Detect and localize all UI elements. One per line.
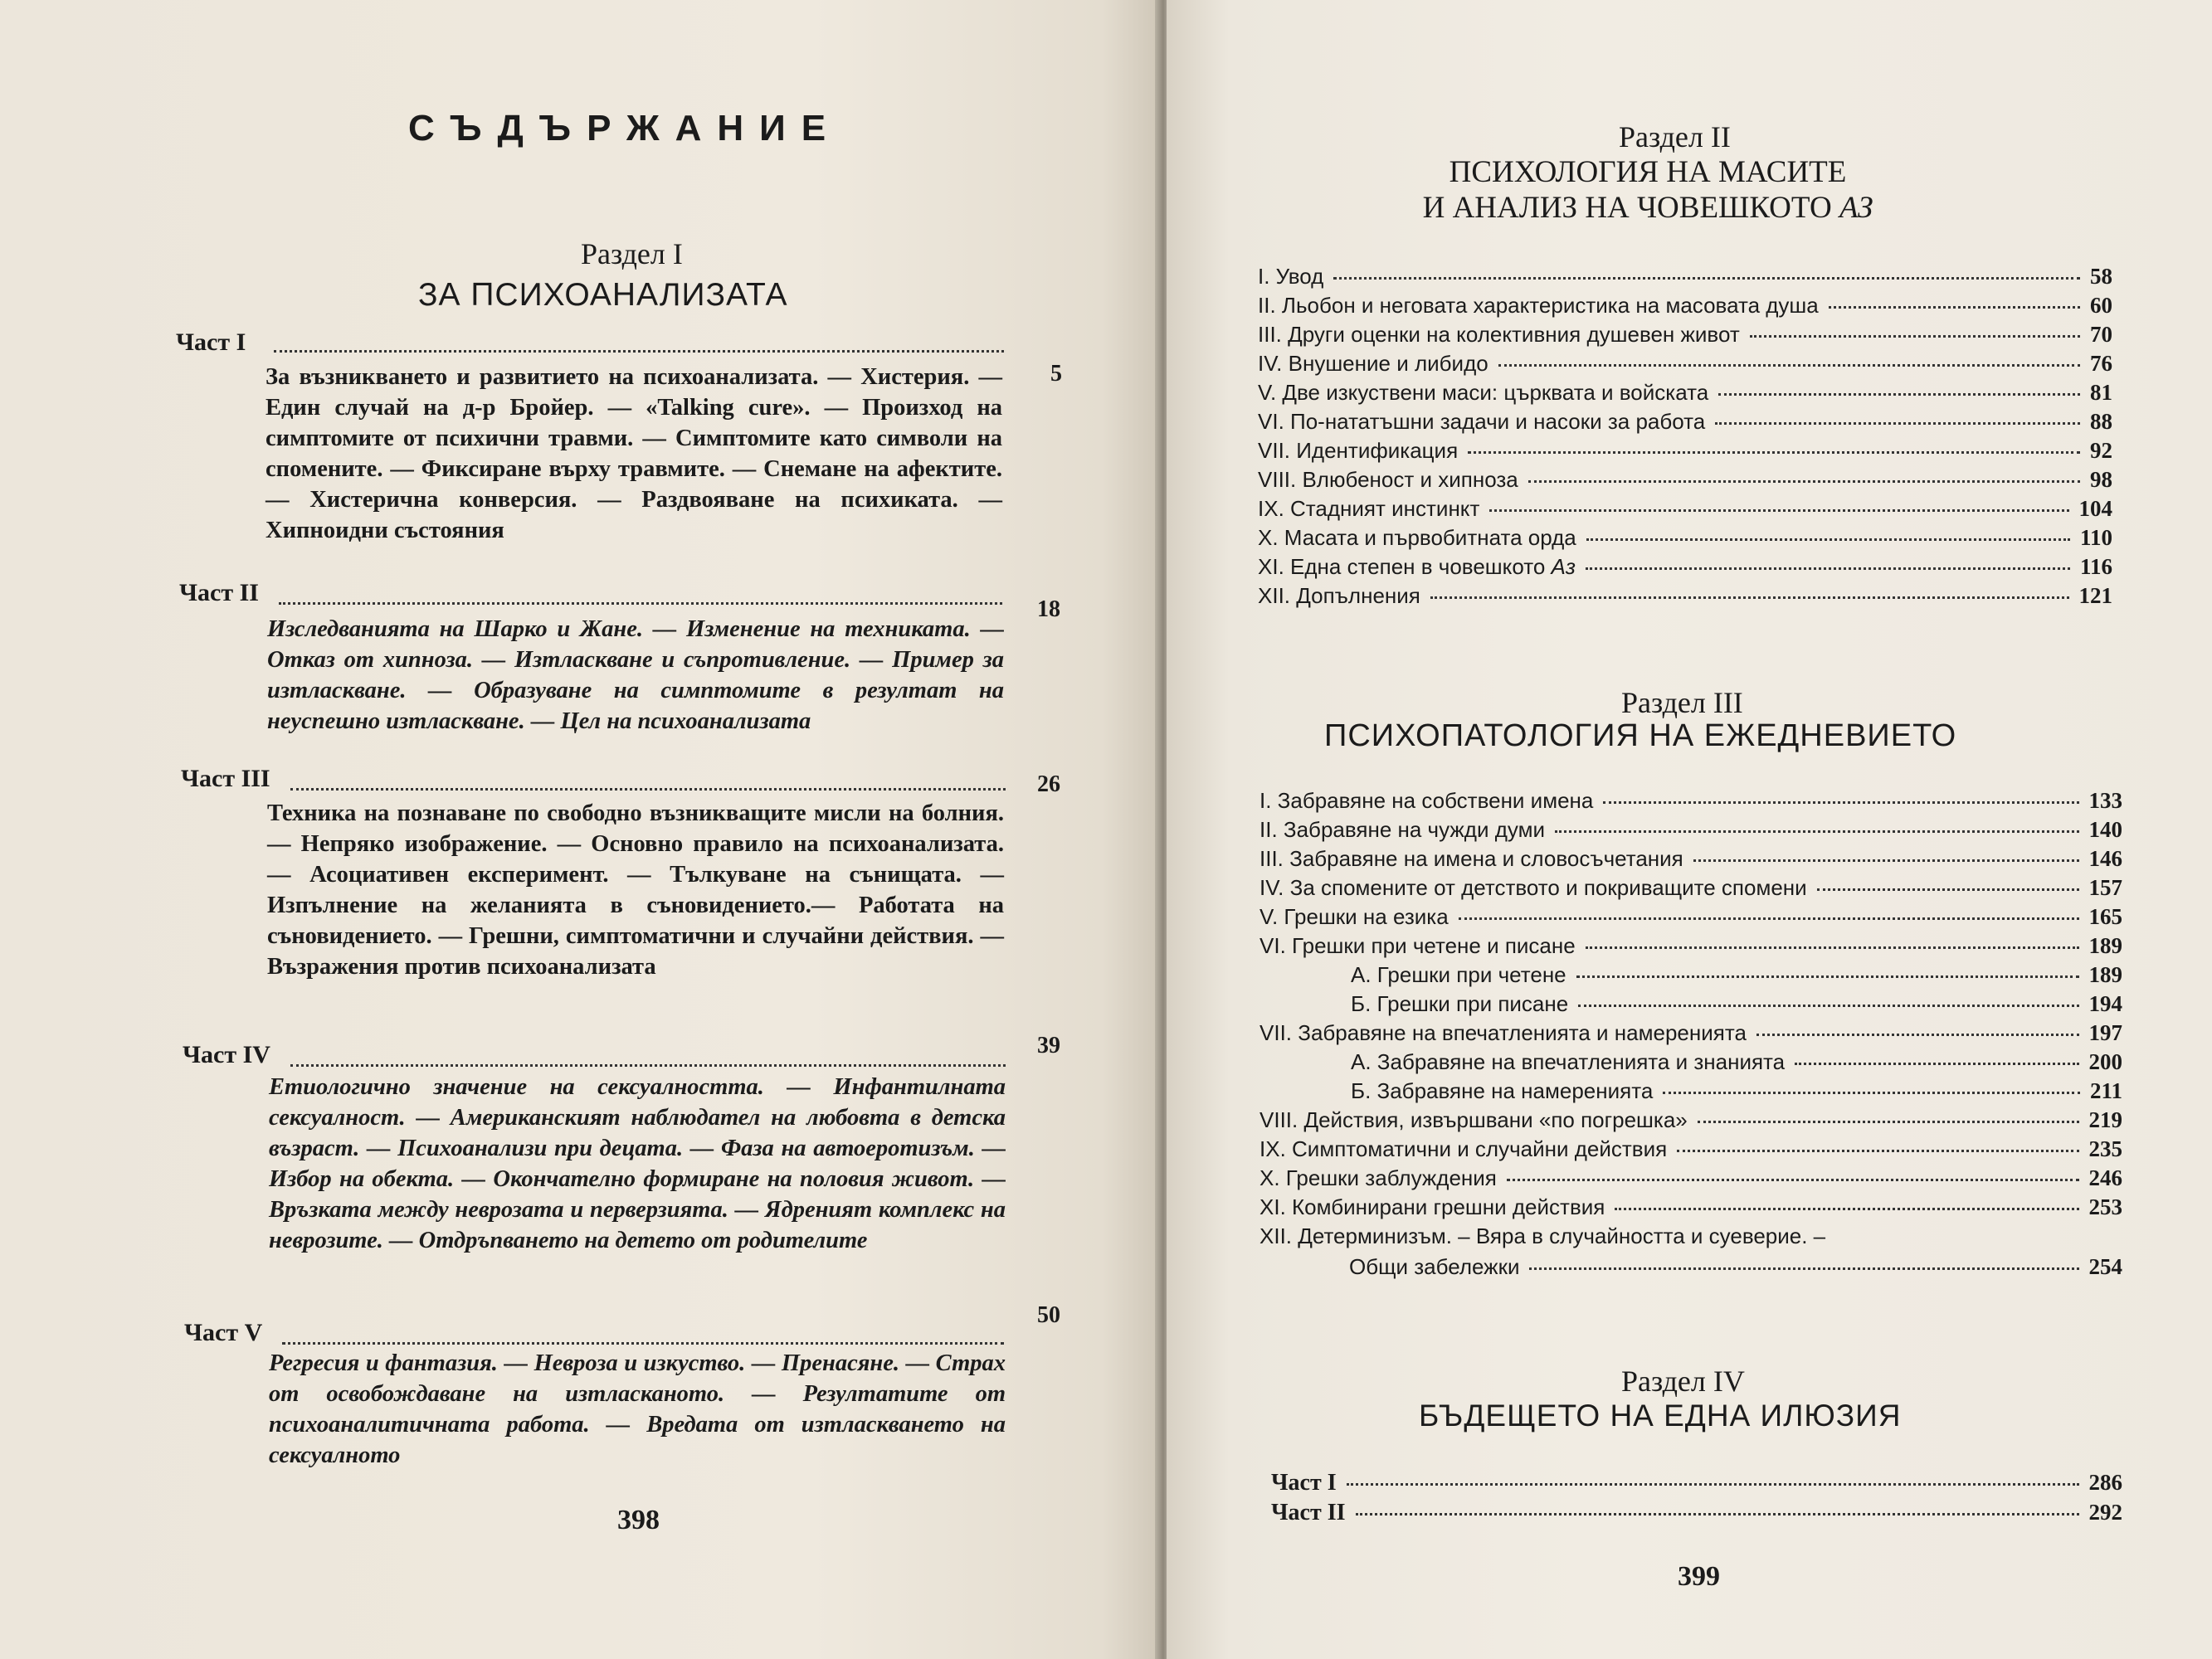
contents-heading: СЪДЪРЖАНИЕ: [408, 108, 842, 148]
toc-entry: IX. Симптоматични и случайни действия 235: [1259, 1136, 2122, 1161]
part-4-label: Част IV: [183, 1041, 270, 1068]
part-4-description: Етиологично значение на сексуалността. — Инфантилната сексуалност. — Американският наблюдател на любовта в детска възраст. — Психоанализи при децата. — Фаза на автоеротизъм. — Избор на обекта. — Окончателно формиране на половия живот. — Връзката между неврозата и перверзията. — Ядреният комплекс на неврозите. — Отдръпването на детето от родителите: [269, 1074, 1006, 1253]
toc-entry: V. Грешки на езика 165: [1259, 904, 2122, 929]
page-number-398: 398: [617, 1505, 660, 1535]
part-5-leader: [282, 1342, 1004, 1345]
section-4-label: Раздел IV: [1621, 1365, 1745, 1398]
toc-entry: X. Масата и първобитната орда 110: [1258, 525, 2112, 550]
part-2-label: Част II: [179, 579, 259, 606]
toc-entry: VII. Забравяне на впечатленията и намеренията 197: [1259, 1020, 2122, 1045]
part-5-description: Регресия и фантазия. — Невроза и изкуство. — Пренасяне. — Страх от освобождаване на изтласканото. — Резултатите от психоаналитичната работа. — Вредата от изтласкването на сексуалното: [269, 1350, 1006, 1468]
toc-entry: Част I 286: [1271, 1470, 2122, 1496]
part-3-page: 26: [1037, 771, 1060, 797]
toc-entry: Б. Забравяне на намеренията 211: [1351, 1078, 2122, 1103]
toc-entry: А. Грешки при четене 189: [1351, 962, 2122, 987]
part-5-page: 50: [1037, 1302, 1060, 1328]
toc-entry: XI. Комбинирани грешни действия 253: [1259, 1194, 2122, 1219]
part-2-leader: [279, 602, 1002, 605]
toc-entry: А. Забравяне на впечатленията и знанията 200: [1351, 1049, 2122, 1074]
toc-entry: XII. Детерминизъм. – Вяра в случайността и суеверие. –: [1259, 1224, 1826, 1248]
toc-entry: III. Забравяне на имена и словосъчетания 146: [1259, 846, 2122, 871]
toc-entry: II. Льобон и неговата характеристика на масовата душа 60: [1258, 293, 2112, 318]
part-3-leader: [290, 788, 1006, 791]
section-2-title-line-1: ПСИХОЛОГИЯ НА МАСИТЕ: [1449, 155, 1847, 189]
toc-entry: VIII. Действия, извършвани «по погрешка» 219: [1259, 1107, 2122, 1132]
toc-entry: II. Забравяне на чужди думи 140: [1259, 817, 2122, 842]
toc-entry: VI. Грешки при четене и писане 189: [1259, 933, 2122, 958]
section-2-title: [1316, 154, 1980, 226]
right-page: [1167, 0, 2212, 1659]
toc-entry: X. Грешки заблуждения 246: [1259, 1165, 2122, 1190]
toc-entry: Част II 292: [1271, 1500, 2122, 1525]
part-1-description: За възникването и развитието на психоанализата. — Хистерия. — Един случай на д-р Бройер. — «Talking cure». — Произход на симптомите от психични травми. — Симптомите като символи на спомените. — Фиксиране върху травмите. — Снемане на афектите. — Хистерична конверсия. — Раздвояване на психиката. — Хипноидни състояния: [266, 364, 1002, 543]
part-3-description: Техника на познаване по свободно възникващите мисли на болния. — Непряко изображение. — Основно правило на психоанализата. — Асоциативен експеримент. — Тълкуване на сънищата. — Изпълнение на желанията в съновидението.— Работата на съновидението. — Грешни, симптоматични и случайни действия. — Възражения против психоанализата: [267, 800, 1004, 980]
toc-entry: Общи забележки 254: [1349, 1254, 2122, 1279]
section-3-title: ПСИХОПАТОЛОГИЯ НА ЕЖЕДНЕВИЕТО: [1324, 718, 1957, 753]
part-5-label: Част V: [184, 1319, 263, 1346]
page-number-399: 399: [1678, 1561, 1720, 1592]
section-1-title: ЗА ПСИХОАНАЛИЗАТА: [418, 277, 788, 313]
toc-entry: V. Две изкуствени маси: църквата и войската 81: [1258, 380, 2112, 405]
section-2-title-az: АЗ: [1839, 191, 1873, 225]
section-2-title-line-2: И АНАЛИЗ НА ЧОВЕШКОТО АЗ: [1422, 191, 1873, 225]
toc-entry: IV. Внушение и либидо 76: [1258, 351, 2112, 376]
part-1-leader: [274, 350, 1004, 353]
part-4-leader: [290, 1064, 1006, 1067]
part-2-page: 18: [1037, 596, 1060, 622]
toc-entry: VI. По-нататъшни задачи и насоки за работа 88: [1258, 409, 2112, 434]
toc-entry: III. Други оценки на колективния душевен живот 70: [1258, 322, 2112, 347]
toc-entry: I. Увод 58: [1258, 264, 2112, 289]
part-1-page: 5: [1050, 361, 1062, 387]
section-2-label: Раздел II: [1619, 120, 1731, 153]
toc-entry: IV. За спомените от детството и покриващите спомени 157: [1259, 875, 2122, 900]
section-4-title: БЪДЕЩЕТО НА ЕДНА ИЛЮЗИЯ: [1419, 1399, 1902, 1433]
toc-entry: VII. Идентификация 92: [1258, 438, 2112, 463]
toc-entry: Б. Грешки при писане 194: [1351, 991, 2122, 1016]
toc-entry: XI. Една степен в човешкото Аз 116: [1258, 554, 2112, 579]
toc-entry: VIII. Влюбеност и хипноза 98: [1258, 467, 2112, 492]
part-2-description: Изследванията на Шарко и Жане. — Изменение на техниката. — Отказ от хипноза. — Изтласкване и съпротивление. — Пример за изтласкване. — Образуване на симптомите в резултат на неуспешно изтласкване. — Цел на психоанализата: [267, 616, 1004, 734]
part-4-page: 39: [1037, 1033, 1060, 1058]
az-italic: Аз: [1551, 554, 1576, 579]
toc-entry: IX. Стадният инстинкт 104: [1258, 496, 2112, 521]
section-3-label: Раздел III: [1621, 686, 1743, 719]
toc-entry: XII. Допълнения 121: [1258, 583, 2112, 608]
part-3-label: Част III: [181, 765, 270, 792]
toc-entry: I. Забравяне на собствени имена 133: [1259, 788, 2122, 813]
section-1-label: Раздел I: [581, 237, 683, 270]
part-1-label: Част I: [176, 328, 246, 356]
